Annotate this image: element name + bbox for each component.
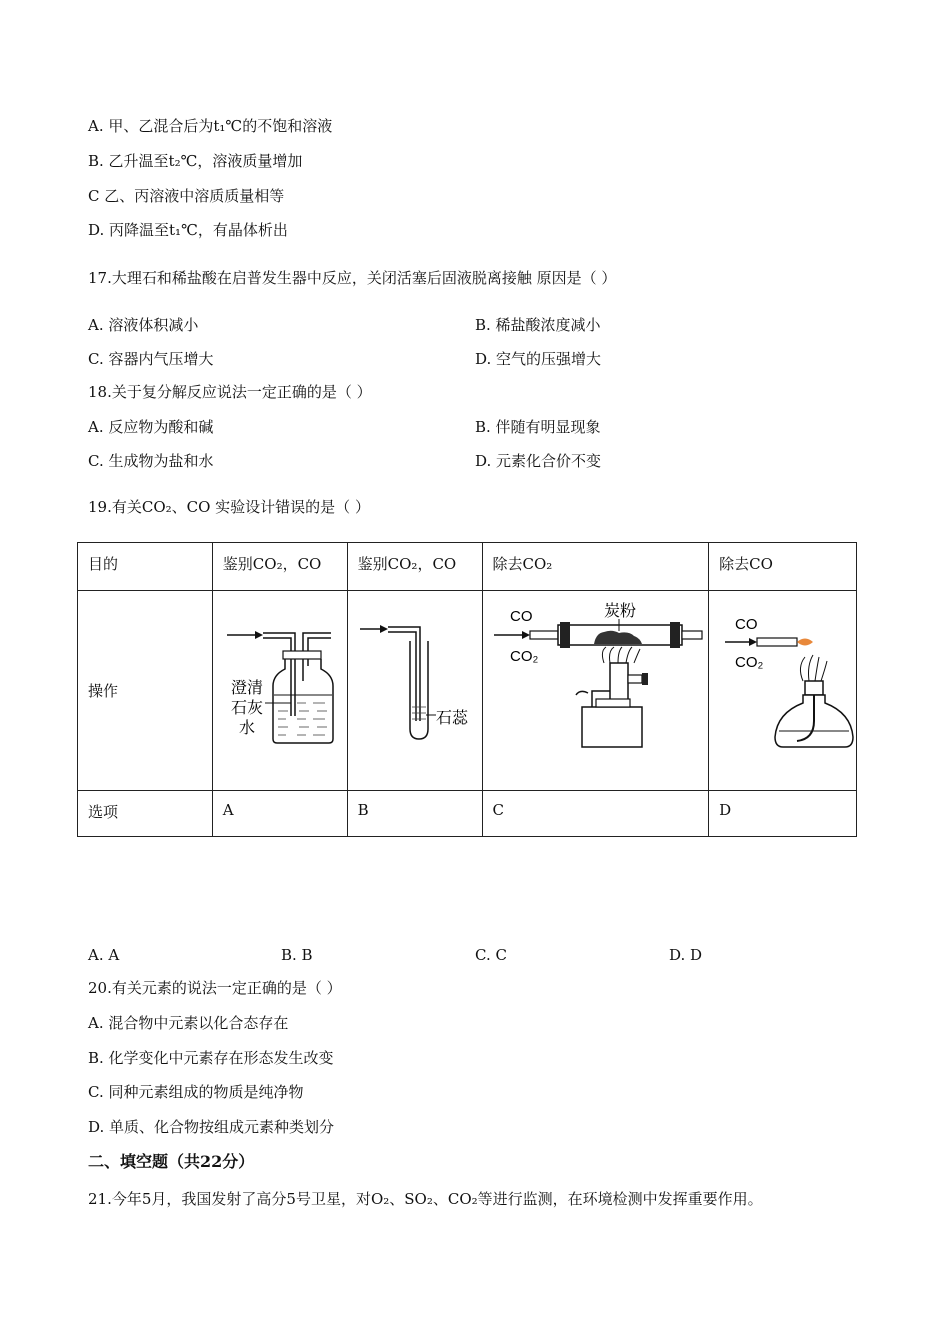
q20-stem: 20.有关元素的说法一定正确的是（ ） [88,979,342,997]
choice-header: 选项 [78,791,213,837]
q19-option-b: B. B [281,946,313,964]
q16-option-b: B. 乙升温至t₂℃，溶液质量增加 [88,152,303,170]
table-row-choice [78,791,857,837]
label-co2-d: CO₂ [735,654,764,671]
q20-option-d: D. 单质、化合物按组成元素种类划分 [88,1118,335,1136]
q17-option-c: C. 容器内气压增大 [88,350,214,368]
section-title: 二、填空题（共22分） [88,1152,255,1171]
q16-option-d: D. 丙降温至t₁℃，有晶体析出 [88,221,288,239]
label-co-c: CO [510,608,533,625]
q17-option-d: D. 空气的压强增大 [475,350,602,368]
q19-stem: 19.有关CO₂、CO 实验设计错误的是（ ） [88,498,370,516]
flame-icon [797,639,813,646]
q20-option-c: C. 同种元素组成的物质是纯净物 [88,1083,304,1101]
q19-option-a: A. A [88,946,120,964]
q18-option-d: D. 元素化合价不变 [475,452,602,470]
arrow-head [255,631,263,639]
q19-option-c: C. C [475,946,507,964]
goal-header: 目的 [78,543,213,591]
burn-co-diagram [711,591,857,791]
q18-option-c: C. 生成物为盐和水 [88,452,214,470]
q18-stem: 18.关于复分解反应说法一定正确的是（ ） [88,383,372,401]
label-co2-c: CO₂ [510,648,539,665]
q20-option-a: A. 混合物中元素以化合态存在 [88,1014,289,1032]
carbon-tube-diagram [484,591,711,791]
q18-option-a: A. 反应物为酸和碱 [88,418,214,436]
label-limewater-1: 澄清 [231,680,264,697]
label-litmus: 石蕊 [436,710,469,727]
q21-stem: 21.今年5月，我国发射了高分5号卫星，对O₂、SO₂、CO₂等进行监测，在环境检测中发挥重要作用。 [88,1190,763,1208]
operation-header: 操作 [78,591,213,791]
q17-option-b: B. 稀盐酸浓度减小 [475,316,601,334]
choice-b: B [347,791,482,837]
q18-option-b: B. 伴随有明显现象 [475,418,601,436]
q20-option-b: B. 化学变化中元素存在形态发生改变 [88,1049,334,1067]
goal-b: 鉴别CO₂，CO [347,543,482,591]
limewater-bottle-diagram [213,591,348,791]
q19-option-d: D. D [669,946,703,964]
choice-c: C [482,791,709,837]
q16-option-c: C 乙、丙溶液中溶质质量相等 [88,187,285,205]
q17-stem: 17.大理石和稀盐酸在启普发生器中反应，关闭活塞后固液脱离接触 原因是（ ） [88,269,617,287]
q17-option-a: A. 溶液体积减小 [88,316,199,334]
label-limewater-3: 水 [239,720,256,737]
arrow-head [380,625,388,633]
goal-a: 鉴别CO₂，CO [212,543,347,591]
goal-c: 除去CO₂ [482,543,709,591]
label-co-d: CO [735,616,758,633]
litmus-tube-diagram [348,591,483,791]
choice-d: D [709,791,857,837]
goal-d: 除去CO [709,543,857,591]
table-row-goal [78,543,857,591]
choice-a: A [212,791,347,837]
label-carbon-powder: 炭粉 [604,603,637,620]
q16-option-a: A. 甲、乙混合后为t₁℃的不饱和溶液 [88,117,333,135]
label-limewater-2: 石灰 [231,700,264,717]
